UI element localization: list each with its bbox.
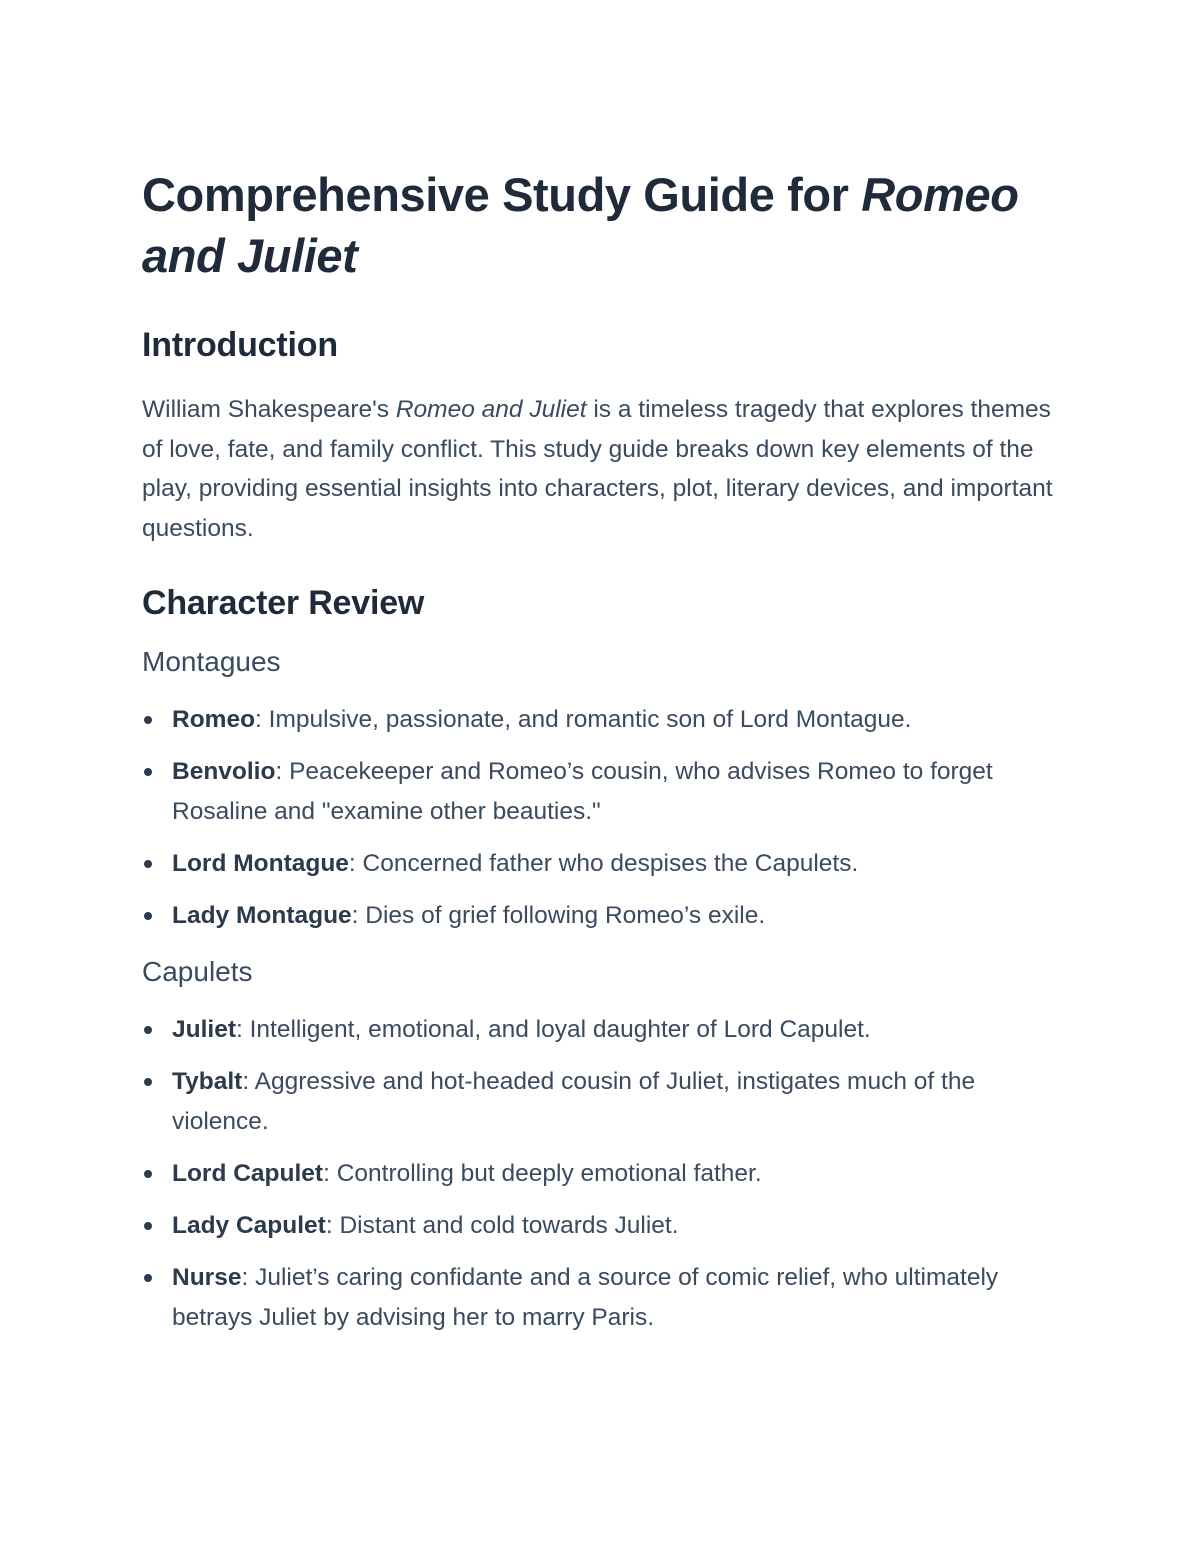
character-name: Nurse xyxy=(172,1264,242,1291)
bullet-icon xyxy=(144,912,152,920)
bullet-icon xyxy=(144,768,152,776)
character-name: Lady Montague xyxy=(172,902,352,929)
montagues-list xyxy=(142,700,1062,936)
character-name: Lord Capulet xyxy=(172,1160,324,1187)
list-item xyxy=(142,1206,1062,1246)
character-description: : Dies of grief following Romeo’s exile. xyxy=(351,902,766,929)
character-description: : Controlling but deeply emotional father. xyxy=(323,1160,762,1187)
list-item xyxy=(142,1258,1062,1338)
list-item xyxy=(142,752,1062,832)
character-review-heading: Character Review xyxy=(142,584,425,622)
intro-text-before: William Shakespeare's xyxy=(142,396,396,423)
character-name: Lady Capulet xyxy=(172,1212,326,1239)
character-name: Romeo xyxy=(172,706,256,733)
character-description: : Aggressive and hot-headed cousin of Juliet, instigates much of the violence. xyxy=(172,1068,976,1135)
list-item xyxy=(142,844,1062,884)
character-description: : Distant and cold towards Juliet. xyxy=(325,1212,679,1239)
list-item xyxy=(142,896,1062,936)
introduction-heading: Introduction xyxy=(142,326,338,364)
character-description: : Intelligent, emotional, and loyal daughter of Lord Capulet. xyxy=(236,1016,871,1043)
document-title-italic: Romeo and Juliet xyxy=(142,168,1019,282)
capulets-heading: Capulets xyxy=(142,956,253,987)
character-description: : Peacekeeper and Romeo’s cousin, who advises Romeo to forget Rosaline and "examine other beauties." xyxy=(172,758,993,825)
bullet-icon xyxy=(144,1026,152,1034)
document-page xyxy=(142,164,1062,1350)
character-description: : Juliet’s caring confidante and a source of comic relief, who ultimately betrays Juliet by advising her to marry Paris. xyxy=(172,1264,999,1331)
bullet-icon xyxy=(144,1222,152,1230)
character-description: : Impulsive, passionate, and romantic son of Lord Montague. xyxy=(255,706,912,733)
list-item xyxy=(142,700,1062,740)
montagues-heading: Montagues xyxy=(142,646,281,677)
list-item xyxy=(142,1154,1062,1194)
intro-text-italic: Romeo and Juliet xyxy=(395,396,587,423)
list-item xyxy=(142,1062,1062,1142)
capulets-list xyxy=(142,1010,1062,1338)
bullet-icon xyxy=(144,1078,152,1086)
list-item xyxy=(142,1010,1062,1050)
character-name: Benvolio xyxy=(172,758,276,785)
document-title-prefix: Comprehensive Study Guide for xyxy=(142,168,862,221)
character-name: Tybalt xyxy=(172,1068,243,1095)
character-name: Lord Montague xyxy=(172,850,349,877)
intro-text-after: is a timeless tragedy that explores themes of love, fate, and family conflict. This study guide breaks down key elements of the play, providing essential insights into characters, plot, literary devices, and important questions. xyxy=(142,396,1053,542)
bullet-icon xyxy=(144,1170,152,1178)
bullet-icon xyxy=(144,716,152,724)
character-description: : Concerned father who despises the Capulets. xyxy=(348,850,859,877)
character-name: Juliet xyxy=(172,1016,236,1043)
document-title xyxy=(142,164,1062,286)
bullet-icon xyxy=(144,860,152,868)
bullet-icon xyxy=(144,1274,152,1282)
introduction-paragraph xyxy=(142,390,1062,548)
